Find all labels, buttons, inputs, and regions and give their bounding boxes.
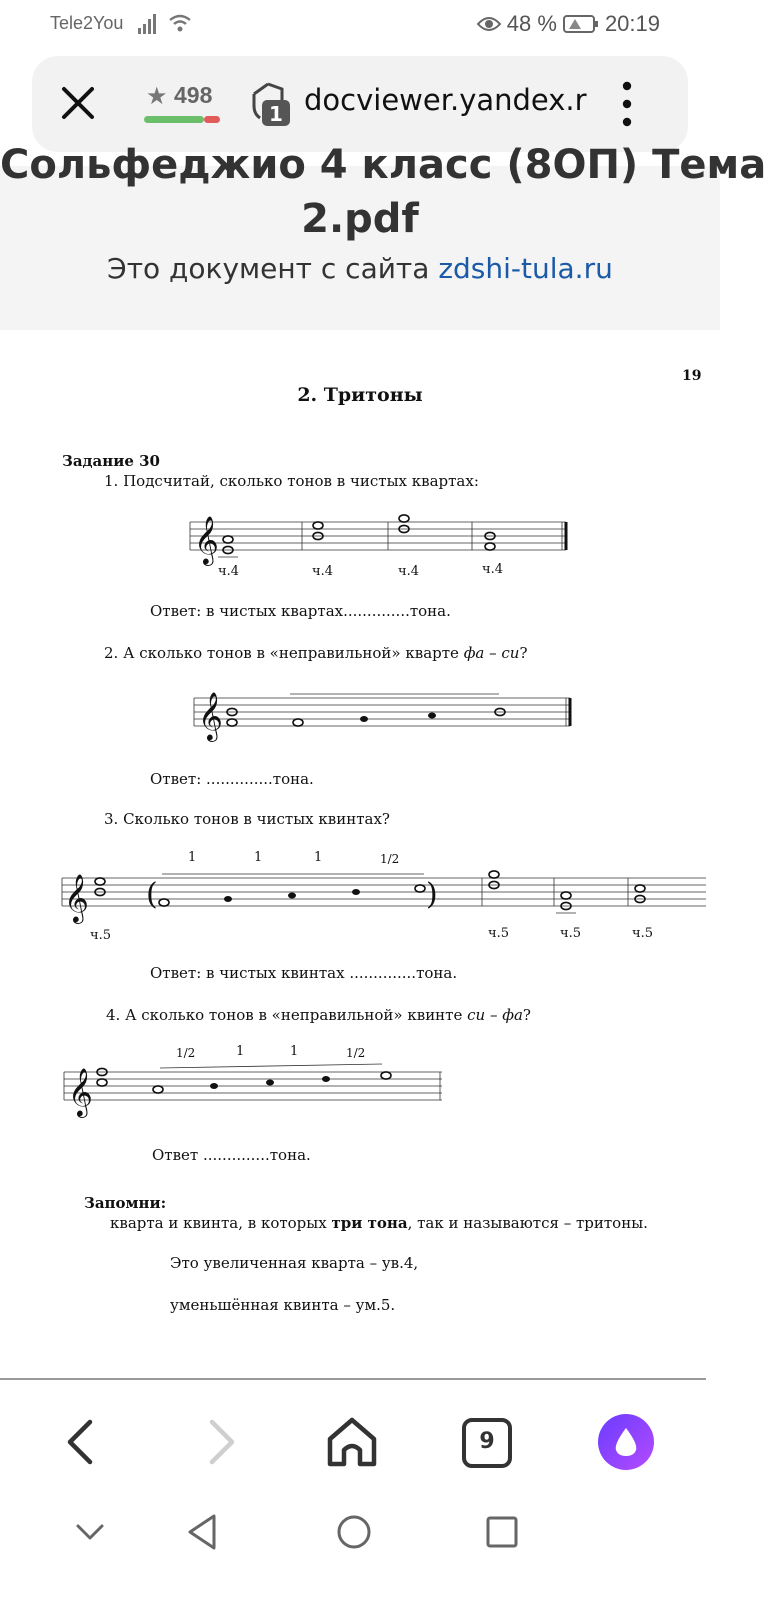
carrier-name: Tele2You	[50, 13, 124, 33]
wifi-icon	[168, 13, 192, 33]
page-divider	[0, 1378, 706, 1380]
q3-label-3: ч.5	[560, 926, 581, 941]
source-link[interactable]: zdshi-tula.ru	[438, 252, 613, 285]
site-rating[interactable]	[144, 80, 224, 130]
signal-icon	[138, 14, 160, 34]
q3-answer: Ответ: в чистых квинтах ..............тона.	[150, 964, 458, 982]
treble-clef-icon: 𝄞	[198, 691, 223, 740]
close-icon[interactable]	[56, 81, 100, 125]
staff-q3	[62, 868, 706, 922]
source-prefix: Это документ с сайта	[107, 252, 439, 285]
q4-step-1: 1/2	[176, 1046, 196, 1060]
more-menu-icon[interactable]	[612, 78, 642, 130]
q4-step-2: 1	[236, 1044, 245, 1059]
q1-label-4: ч.4	[482, 562, 503, 577]
browser-nav-bar	[0, 1390, 720, 1490]
rating-positive-bar	[144, 116, 204, 123]
rating-value: 498	[174, 82, 213, 108]
treble-clef-icon: 𝄞	[68, 1067, 93, 1116]
clock: 20:19	[604, 11, 660, 36]
document-title-line2: 2.pdf	[301, 196, 419, 242]
task-title: Задание 30	[62, 452, 160, 470]
treble-clef-icon: 𝄞	[194, 515, 219, 564]
staff-q4	[64, 1062, 446, 1116]
q3-step-3: 1	[314, 850, 323, 865]
q3-step-2: 1	[254, 850, 263, 865]
system-home-icon[interactable]	[332, 1510, 376, 1554]
staff-q1	[190, 508, 570, 570]
remember-diminished: уменьшённая квинта – ум.5.	[170, 1296, 396, 1314]
question-3: 3. Сколько тонов в чистых квинтах?	[104, 810, 390, 828]
q3-step-4: 1/2	[380, 852, 400, 866]
q3-label-4: ч.5	[632, 926, 653, 941]
alice-icon	[598, 1414, 654, 1470]
status-bar	[0, 0, 720, 50]
tabs-count: 9	[479, 1429, 495, 1454]
q3-label-1: ч.5	[90, 928, 111, 943]
question-2: 2. А сколько тонов в «неправильной» кварте фа – си?	[104, 644, 528, 662]
shield-tab-count: 1	[269, 102, 283, 126]
forward-icon[interactable]	[190, 1412, 250, 1472]
battery-icon	[563, 14, 599, 34]
q4-step-3: 1	[290, 1044, 299, 1059]
alice-assistant-button[interactable]	[598, 1414, 654, 1470]
q4-answer: Ответ ..............тона.	[152, 1146, 311, 1164]
eye-icon	[477, 15, 501, 33]
q1-label-3: ч.4	[398, 564, 419, 579]
q1-answer: Ответ: в чистых квартах..............тона.	[150, 602, 451, 620]
svg-text:(: (	[146, 877, 158, 912]
question-4: 4. А сколько тонов в «неправильной» квинте си – фа?	[106, 1006, 531, 1024]
system-recents-icon[interactable]	[480, 1510, 524, 1554]
q1-label-2: ч.4	[312, 564, 333, 579]
chevron-down-icon[interactable]	[68, 1510, 112, 1554]
q4-step-4: 1/2	[346, 1046, 366, 1060]
question-1: 1. Подсчитай, сколько тонов в чистых квартах:	[104, 472, 479, 490]
document-page	[0, 332, 720, 1382]
url-text[interactable]: docviewer.yandex.r	[304, 83, 587, 117]
remember-augmented: Это увеличенная кварта – ув.4,	[170, 1254, 419, 1272]
q2-answer: Ответ: ..............тона.	[150, 770, 314, 788]
address-bar[interactable]	[32, 56, 688, 152]
section-title: 2. Тритоны	[297, 384, 423, 406]
treble-clef-icon: 𝄞	[64, 873, 89, 922]
q3-label-2: ч.5	[488, 926, 509, 941]
rating-negative-bar	[204, 116, 220, 123]
system-back-icon[interactable]	[182, 1510, 226, 1554]
document-title-line1: Сольфеджио 4 класс (8ОП) Тема	[0, 142, 766, 188]
staff-q2	[194, 688, 574, 740]
remember-text: кварта и квинта, в которых три тона, так и называются – тритоны.	[110, 1214, 648, 1232]
tabs-button[interactable]	[462, 1418, 512, 1468]
q3-step-1: 1	[188, 850, 197, 865]
document-header	[0, 142, 766, 330]
battery-percent: 48 %	[506, 11, 557, 36]
back-icon[interactable]	[52, 1412, 112, 1472]
home-icon[interactable]	[322, 1412, 382, 1472]
remember-title: Запомни:	[84, 1194, 167, 1212]
svg-text:): )	[426, 877, 438, 912]
document-source	[0, 252, 720, 285]
star-icon: ★	[146, 82, 168, 110]
page-number: 19	[682, 368, 702, 384]
system-nav-bar	[0, 1490, 720, 1600]
protect-shield-icon[interactable]	[248, 80, 296, 128]
q1-label-1: ч.4	[218, 564, 239, 579]
